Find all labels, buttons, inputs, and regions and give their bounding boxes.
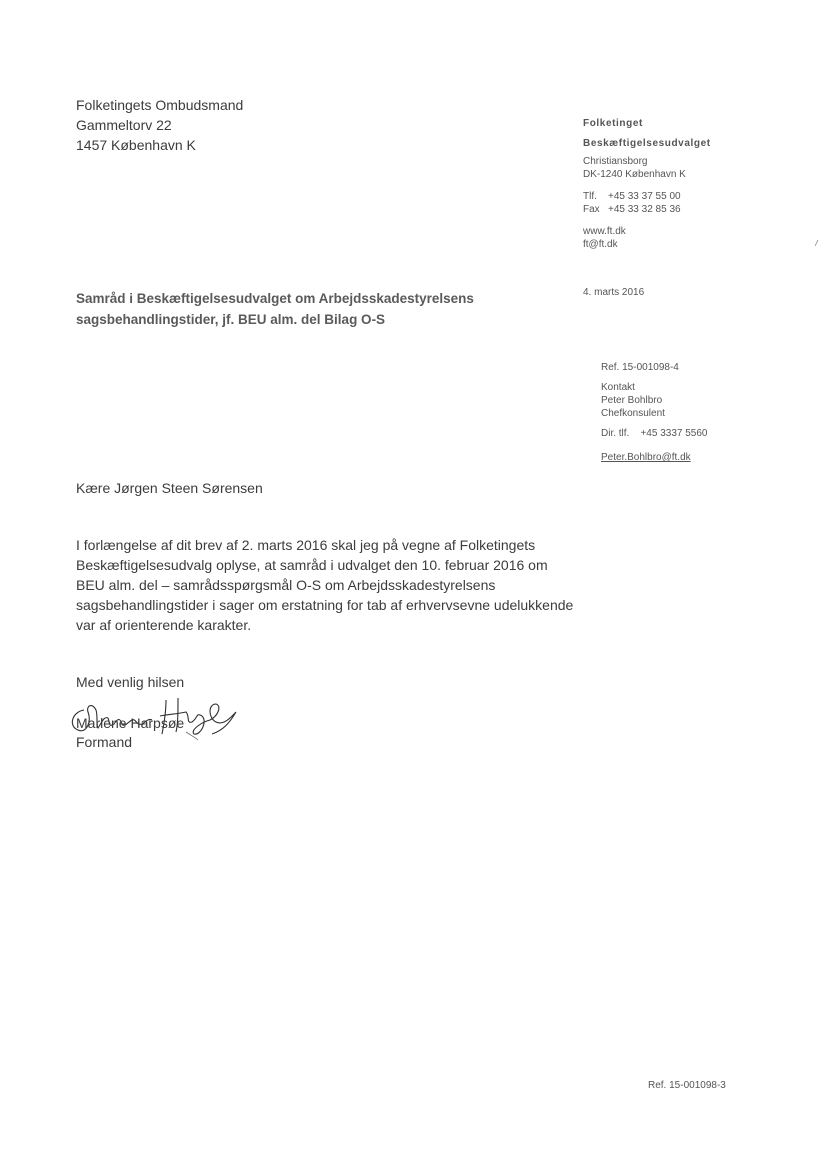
- recipient-address: [76, 95, 243, 155]
- sender-website: www.ft.dk: [583, 226, 626, 237]
- letter-subject: Samråd i Beskæftigelsesudvalget om Arbejdsskadestyrelsens sagsbehandlingstider, jf. BEU alm. del Bilag O-S: [76, 291, 474, 327]
- sender-phone: Tlf. +45 33 37 55 00: [583, 191, 681, 202]
- recipient-name: Folketingets Ombudsmand: [76, 97, 244, 113]
- scan-artifact-mark: [815, 240, 819, 246]
- sender-fax: Fax +45 33 32 85 36: [583, 204, 681, 215]
- reference-block: [601, 361, 707, 440]
- contact-direct-phone: Dir. tlf. +45 3337 5560: [601, 428, 708, 439]
- sender-organization: [583, 114, 711, 154]
- sender-web-email: [583, 225, 626, 251]
- closing-greeting: Med venlig hilsen: [76, 674, 185, 690]
- sender-address-line1: Christiansborg: [583, 156, 648, 167]
- signer-title: Formand: [76, 734, 133, 750]
- contact-email-link[interactable]: Peter.Bohlbro@ft.dk: [601, 452, 691, 463]
- sender-address: [583, 155, 686, 181]
- contact-name: Peter Bohlbro: [601, 395, 663, 406]
- footer-reference: Ref. 15-001098-3: [648, 1080, 726, 1091]
- sender-org-name: Folketinget: [583, 118, 643, 129]
- salutation: Kære Jørgen Steen Sørensen: [76, 480, 263, 496]
- sender-email: ft@ft.dk: [583, 239, 618, 250]
- contact-label: Kontakt: [601, 382, 635, 393]
- recipient-city: 1457 København K: [76, 137, 196, 153]
- letter-body: I forlængelse af dit brev af 2. marts 2016 skal jeg på vegne af Folketingets Beskæftigelsesudvalg oplyse, at samråd i udvalget den 10. februar 2016 om BEU alm. del – samrådsspørgsmål O-S om Arbejdsskadestyrelsens sagsbehandlingstider i sager om erstatning for tab af erhvervsevne udelukkende var af orienterende karakter.: [76, 537, 574, 633]
- contact-title: Chefkonsulent: [601, 408, 665, 419]
- recipient-street: Gammeltorv 22: [76, 117, 172, 133]
- letter-date: 4. marts 2016: [583, 287, 645, 298]
- sender-phone-fax: [583, 190, 681, 216]
- sender-committee: Beskæftigelsesudvalget: [583, 138, 711, 149]
- reference-number: Ref. 15-001098-4: [601, 362, 679, 373]
- signer-name: Marlene Harpsøe: [76, 715, 185, 731]
- sender-address-line2: DK-1240 København K: [583, 169, 686, 180]
